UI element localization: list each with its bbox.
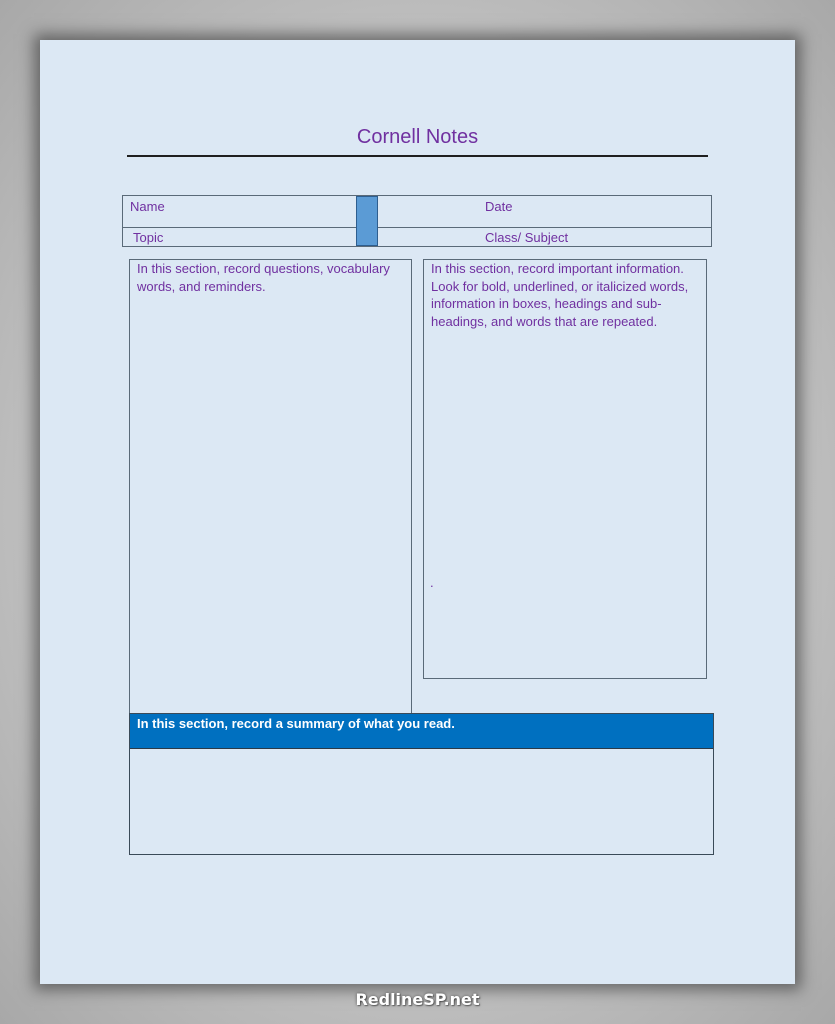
name-label: Name xyxy=(130,199,165,214)
info-table xyxy=(122,195,712,247)
notes-stray-mark: . xyxy=(430,575,434,590)
date-label: Date xyxy=(485,199,513,214)
class-subject-label: Class/ Subject xyxy=(485,230,569,245)
notes-column-box xyxy=(423,259,707,679)
info-column-divider xyxy=(356,196,378,246)
cue-column-text: In this section, record questions, vocabulary words, and reminders. xyxy=(137,261,390,294)
summary-box xyxy=(129,713,714,855)
page-title: Cornell Notes xyxy=(356,126,479,148)
notes-column-text: In this section, record important information. Look for bold, underlined, or italicized words, information in boxes, headings and sub-headings, and words that are repeated. xyxy=(431,261,689,329)
watermark: RedlineSP.net xyxy=(355,990,480,1009)
cornell-notes-page xyxy=(40,40,795,984)
cue-column-box xyxy=(129,259,412,714)
topic-label: Topic xyxy=(133,230,164,245)
info-row-divider xyxy=(123,227,711,228)
title-underline xyxy=(127,155,708,157)
summary-header: In this section, record a summary of what you read. xyxy=(130,714,713,749)
